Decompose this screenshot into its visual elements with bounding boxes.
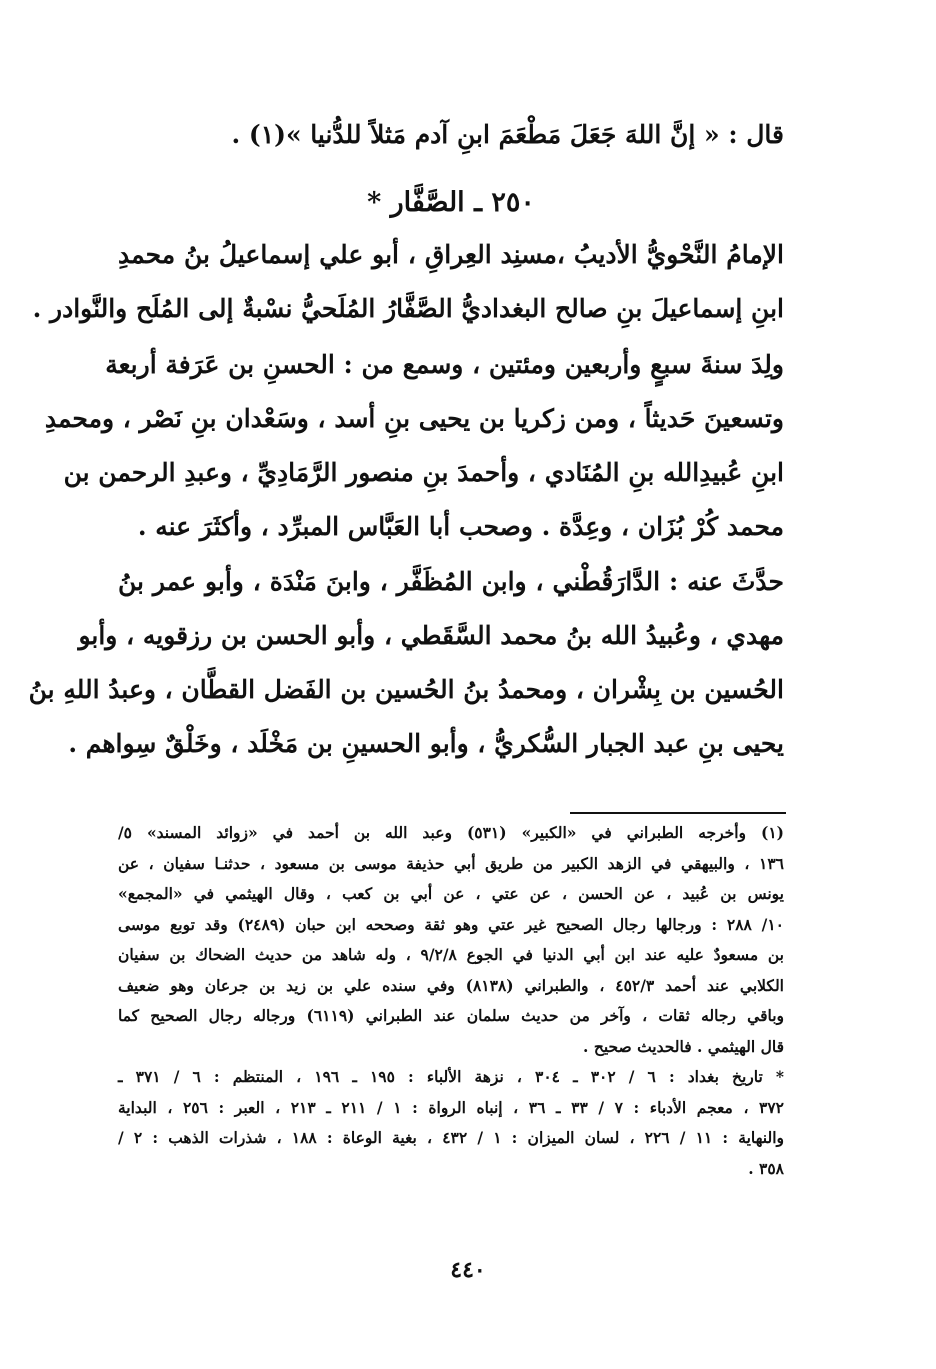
footnote-line: ١٣٦ ، والبيهقي في الزهد الكبير من طريق أبي حذيفة موسى بن مسعود ، حدثنـا سفيان ، عن: [118, 853, 784, 873]
text-line: يحيى بنِ عبد الجبار السُّكريُّ ، وأبو الحسينِ بن مَخْلَد ، وخَلْقٌ سِواهم .: [68, 729, 784, 758]
text-line: ابنِ عُبيدِالله بنِ المُنَادي ، وأحمدَ بنِ منصور الرَّمَادِيِّ ، وعبدِ الرحمن بن: [63, 458, 784, 487]
text-line: الحُسين بن بِشْران ، ومحمدُ بنُ الحُسين بن الفَضل القطَّان ، وعبدُ اللهِ بنُ: [28, 675, 784, 704]
text-line: ولِدَ سنةَ سبعٍ وأربعين ومئتين ، وسمع من : الحسنِ بن عَرَفة أربعة: [105, 350, 784, 379]
footnote-sources: [118, 1062, 784, 1184]
footnote-1: [118, 818, 784, 1062]
footnote-line: ٣٧٢ ، معجم الأدباء : ٧ / ٣٣ ـ ٣٦ ، إنباه الرواة : ١ / ٢١١ ـ ٢١٣ ، العبر : ٢٥٦ ، البداية: [118, 1097, 785, 1117]
text-line: وتسعينَ حَديثاً ، ومن زكريا بن يحيى بنِ أسد ، وسَعْدان بنِ نَصْر ، ومحمدِ: [44, 404, 784, 433]
footnotes: [118, 818, 784, 1184]
footnote-line: ٣٥٨ .: [748, 1158, 784, 1178]
footnote-line: (١) وأخرجه الطبراني في «الكبير» (٥٣١) وعبد الله بن أحمد في «زوائد المسند» ٥/: [118, 823, 784, 842]
text-line: حدَّثَ عنه : الدَّارَقُطْني ، وابن المُظَفَّر ، وابنَ مَنْدَة ، وأبو عمر بنُ: [118, 567, 784, 596]
text-line: ابنِ إسماعيلَ بنِ صالح البغداديُّ الصَّفَّارُ المُلَحيُّ نسْبةٌ إلى المُلَح والنَّوادر .: [32, 294, 784, 323]
footnote-line: الكلابي عند أحمد ٤٥٢/٣ ، والطبراني (٨١٣٨) وفي سنده علي بن زيد بن جرعان وهو ضعيف: [118, 975, 784, 995]
page-number: ٤٤٠: [450, 1257, 486, 1283]
footnote-line: قال الهيثمي . فالحديث صحيح .: [583, 1036, 784, 1056]
footnote-line: وباقي رجاله ثقات ، وآخر من حديث سلمان عند الطبراني (٦١١٩) ورجاله رجال الصحيح كما: [118, 1006, 784, 1025]
footnote-line: ١٠/ ٢٨٨ : ورجالها رجال الصحيح غير عتي وهو ثقة وصححه ابن حبان (٢٤٨٩) وقد توبع موسى: [118, 914, 785, 934]
hadith-quote: [118, 108, 784, 162]
footnote-line: والنهاية : ١١ / ٢٢٦ ، لسان الميزان : ١ / ٤٣٢ ، بغية الوعاة : ١٨٨ ، شذرات الذهب : ٢ /: [118, 1128, 784, 1147]
text-line: الإمامُ النَّحْويُّ الأديبُ ،مسنِد العِراقِ ، أبو علي إسماعيلُ بنُ محمدِ: [118, 240, 784, 269]
biography-paragraph-students: [28, 555, 784, 771]
text-line: مهدي ، وعُبيدُ الله بنُ محمد السَّقَطي ، وأبو الحسن بن رزقويه ، وأبو: [78, 621, 784, 650]
text-line: محمد كُرْ بُزَان ، وعِدَّة . وصحب أبا العَبَّاس المبرِّد ، وأكثَرَ عنه .: [137, 512, 784, 541]
entry-heading: ٢٥٠ ـ الصَّفَّار *: [367, 187, 535, 218]
biography-paragraph-name: [32, 228, 784, 336]
quote-line: قال : « إنَّ اللهَ جَعَلَ مَطْعَمَ ابنِ آدم مَثلاً للدُّنيا »(١) .: [231, 120, 784, 149]
footnote-line: يونس بن عُبيد ، عن الحسن ، عن عتي ، عن أبي بن كعب ، وقال الهيثمي في «المجمع»: [118, 884, 784, 903]
footnote-line: * تاريخ بغداد : ٦ / ٣٠٢ ـ ٣٠٤ ، نزهة الألباء : ١٩٥ ـ ١٩٦ ، المنتظم : ٦ / ٣٧١ ـ: [118, 1067, 785, 1086]
footnote-divider: [570, 812, 786, 814]
footnote-line: بن مسعودٌ عليه عند ابن أبي الدنيا في الجوع ٩/٢/٨ ، وله شاهد من حديث الضحاك بن سفيان: [118, 945, 784, 964]
biography-paragraph-birth-teachers: [44, 338, 784, 554]
